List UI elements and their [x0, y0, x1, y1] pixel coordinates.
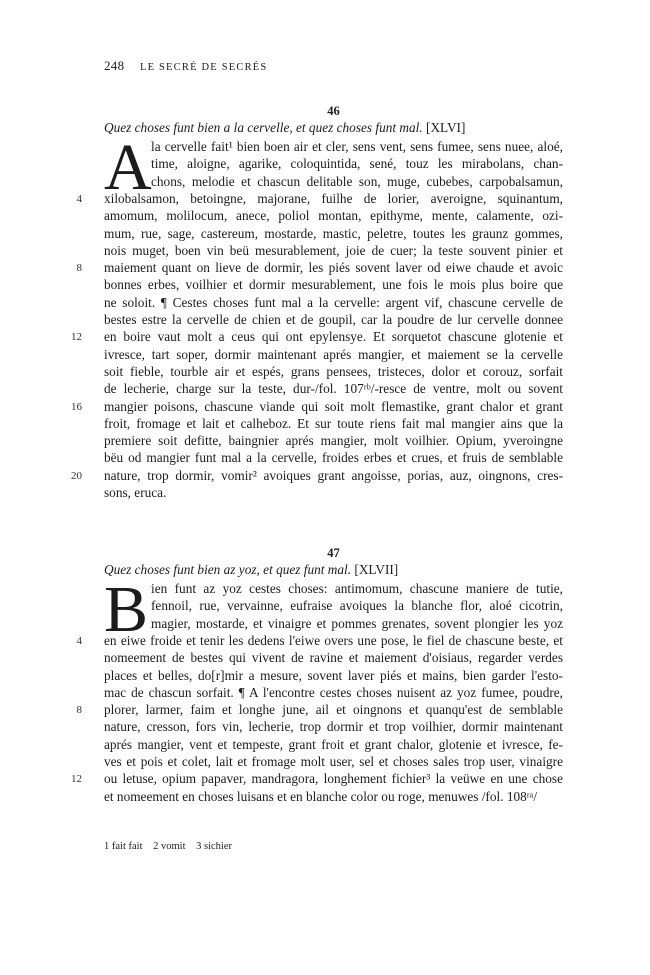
section-title — [104, 561, 563, 578]
line-number: 8 — [76, 704, 82, 717]
section-title — [104, 119, 563, 136]
text-line: amomum, molilocum, anece, poliol montan, epithyme, mente, calamente, ozi- — [104, 208, 563, 224]
text-line: nomeement de bestes qui vivent de ravine et maiement d'oisiaus, regarder verdes — [104, 650, 563, 666]
section-number: 46 — [327, 104, 340, 118]
text-line: nature, trop dormir, vomir² avoiques grant angoisse, porias, auz, oingnons, cres- — [104, 467, 563, 483]
footnote: 2 vomit — [153, 841, 186, 852]
page-number: 248 — [104, 58, 125, 73]
text-line: mum, rue, sage, castereum, mostarde, mastic, peletre, toutes les graunz gommes, — [104, 225, 563, 241]
line-number: 20 — [71, 469, 82, 482]
text-line: nois muget, boen vin beü mesurablement, joie de cuer; la teste souvent pinier et — [104, 242, 563, 258]
text-line: ien funt az yoz cestes choses: antimomum, chascune maniere de tutie, — [151, 581, 563, 596]
footnotes — [104, 841, 240, 852]
text-line: ivresce, tart soper, dormir maintenant aprés mangier, et maiement se la cervelle — [104, 346, 563, 362]
text-line: soit fieble, tourble air et espés, grans pensees, tristeces, dolor et corouz, sorfait — [104, 363, 563, 379]
text-line: places et belles, do[r]mir a mesure, sovent laver piés et mains, bien garder l'esto- — [104, 667, 563, 683]
section-number: 47 — [327, 546, 340, 560]
line-number: 4 — [76, 192, 82, 205]
text-line: plorer, larmer, faim et longhe june, ail et oingnons et quanqu'est de semblable — [104, 702, 563, 718]
text-line: maiement quant on lieve de dormir, les piés sovent laver od eiwe chaude et avoic — [104, 260, 563, 276]
drop-cap: A — [104, 131, 152, 204]
text-line: bonnes erbes, voilhier et dormir mesurablement, une fois le mois plus boire que — [104, 277, 563, 293]
text-line: froit, fromage et lait et calheboz. Et sur toute riens fait mal mangier ains que la — [104, 415, 563, 431]
section-body — [71, 131, 563, 501]
text-line: magier, mostarde, et vinaigre et pommes grenates, sovent plongier les yoz — [151, 615, 563, 631]
text-line: bëu od mangier funt mal a la cervelle, froides erbes et crues, et fruis de semblable — [104, 450, 563, 466]
text-line: ves et pois et colet, lait et fromage molt user, sel et choses sales trop user, vinaigre — [104, 754, 563, 769]
text-line: nature, cresson, fors vin, lecherie, trop dormir et trop voilhier, dormir maintenant — [104, 719, 563, 735]
text-line: time, aloigne, agarike, coloquintida, sené, touz les mirabolans, chan- — [151, 156, 563, 172]
text-line: mangier poisons, chascune viande qui soit molt flemastike, grant chalor et grant — [104, 398, 563, 414]
text-line: fennoil, rue, vervainne, eufraise avoiques la blanche flor, aloé cicotrin, — [151, 598, 563, 614]
section-body — [71, 573, 563, 805]
section-47 — [71, 545, 563, 805]
text-line: en eiwe froide et tenir les dedens l'eiwe overs une pose, le fiel de chascune beste, et — [104, 632, 563, 648]
line-number: 16 — [71, 400, 82, 413]
section-title-number: [XLVI] — [426, 120, 466, 135]
text-line: bestes estre la cervelle de chien et de goupil, car la poudre de lur cervelle donnee — [104, 312, 563, 327]
running-title: LE SECRÉ DE SECRÉS — [139, 62, 268, 73]
text-line: la cervelle fait¹ bien boen air et cler, sens vent, sens fumee, sens nuee, aloé, — [151, 139, 563, 154]
line-number: 12 — [71, 331, 82, 344]
text-line: premiere soit defitte, baingnier aprés mangier, molt voilhier. Opium, yveroingne — [104, 433, 563, 449]
line-number: 4 — [76, 634, 82, 647]
section-title-italic: Quez choses funt bien a la cervelle, et quez choses funt mal. — [104, 120, 423, 135]
line-number: 8 — [76, 262, 82, 275]
section-title-number: [XLVII] — [354, 562, 399, 577]
text-line: ne soloit. ¶ Cestes choses funt mal a la cervelle: argent vif, chascune cervelle de — [104, 294, 563, 310]
text-line: en boire vaut molt a ceus qui ont epylensye. Et sorquetot chascune glotenie et — [104, 329, 563, 345]
footnote: 3 sichier — [196, 841, 232, 852]
text-line: ou letuse, opium papaver, mandragora, longhement fichier³ la veüwe en une chose — [104, 771, 563, 787]
drop-cap: B — [104, 573, 149, 646]
section-title-italic: Quez choses funt bien az yoz, et quez funt mal. — [104, 562, 352, 577]
text-line: xilobalsamon, betoingne, majorane, fuilhe de lorier, averoigne, squinantum, — [104, 190, 563, 206]
text-line: mac de chascun sorfait. ¶ A l'encontre cestes choses nuisent az yoz fumee, poudre, — [104, 684, 563, 700]
text-line: et nomeement en choses luisans et en blanche color ou roge, menuwes /fol. 108ʳᵃ/ — [104, 788, 538, 804]
running-header — [104, 58, 267, 74]
text-line: aprés mangier, vent et tempeste, grant froit et grant chalor, glotenie et ivresce, fe- — [104, 736, 563, 752]
footnote: 1 fait fait — [104, 841, 143, 852]
line-number: 12 — [71, 773, 82, 786]
text-line: chons, melodie et chascun delitable son, muge, cubebes, carpobalsamun, — [151, 173, 563, 189]
text-line: de lecherie, charge sur la teste, dur-/fol. 107ʳᵇ/-resce de ventre, molt ou sovent — [104, 381, 563, 397]
section-46 — [71, 103, 563, 501]
text-line: sons, eruca. — [104, 485, 167, 500]
